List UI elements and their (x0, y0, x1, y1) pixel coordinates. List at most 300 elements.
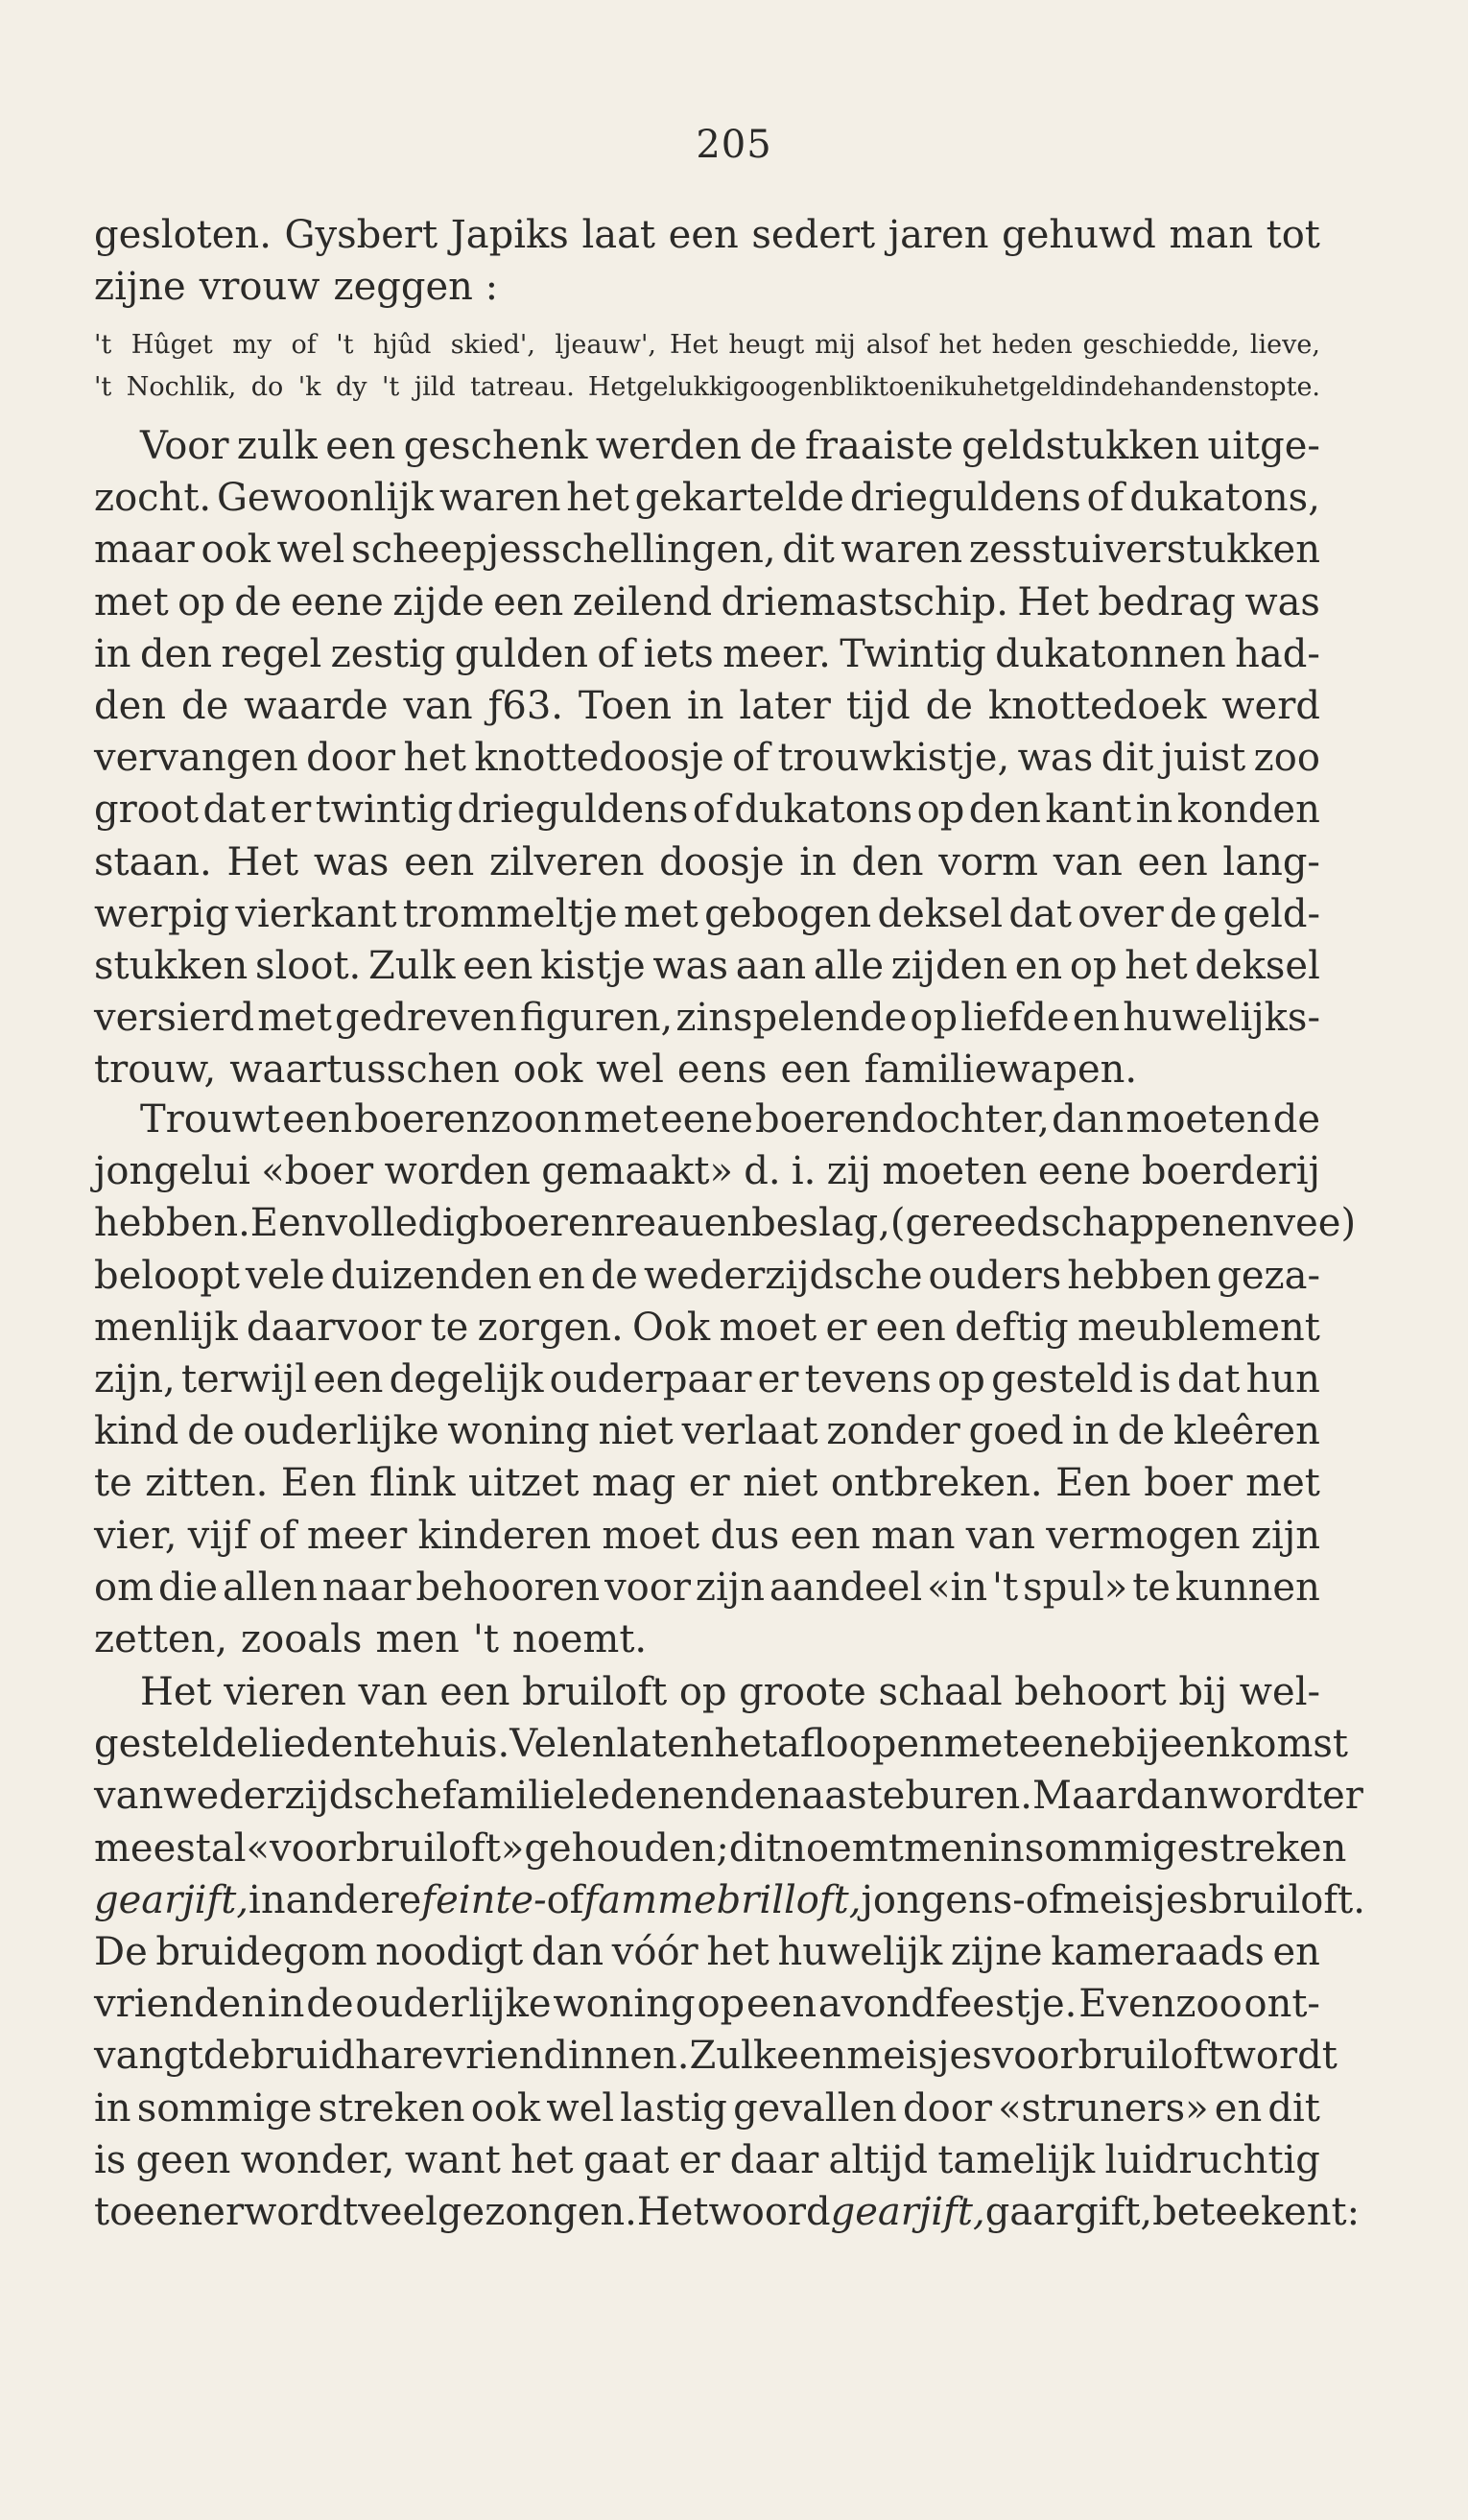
word: zijne (94, 265, 186, 310)
word: vermogen (1046, 1513, 1241, 1558)
word: gesteld (991, 1356, 1134, 1401)
word: dukatons, (1129, 476, 1320, 521)
word: hjûd (372, 330, 432, 360)
word: gearjift, (830, 2189, 985, 2234)
word: luidruchtig (1104, 2137, 1320, 2182)
word: hare (355, 2034, 444, 2079)
word: met (624, 891, 698, 936)
word: 't (472, 1616, 499, 1661)
word: ontbreken. (830, 1461, 1043, 1506)
word: is (94, 2137, 127, 2182)
text-line (94, 992, 1320, 1044)
word: zijn (1250, 1513, 1320, 1558)
word: niet (743, 1461, 818, 1506)
word: avondfeestje. (817, 1982, 1077, 2027)
word: andere (285, 1877, 422, 1922)
word: of (546, 1877, 584, 1922)
word: meer. (722, 631, 831, 676)
word: met (257, 996, 332, 1041)
word: boerenreau (479, 1201, 704, 1246)
word: Hûget (130, 330, 213, 360)
word: 't (381, 372, 400, 402)
text-line (94, 940, 1320, 992)
word: Een (280, 1461, 357, 1506)
word: Het (670, 330, 719, 360)
word: vee) (1273, 1201, 1357, 1246)
dutch-translation-line (670, 324, 1320, 366)
word: hebben (1067, 1253, 1212, 1298)
word: hebben. (94, 1201, 250, 1246)
word: ook (201, 528, 271, 573)
word: was (313, 839, 390, 884)
word: Ook (632, 1305, 711, 1350)
word: naaste (776, 1774, 906, 1819)
word: juist (1161, 736, 1246, 781)
word: van (965, 1513, 1035, 1558)
word: met (583, 1097, 659, 1142)
word: van (1053, 839, 1123, 884)
word: handen (1132, 372, 1231, 402)
word: verlaat (681, 1409, 818, 1454)
word: waartusschen (229, 1048, 500, 1093)
word: sommige (1024, 1825, 1200, 1871)
word: (gereedschappen (889, 1201, 1227, 1246)
word: een (780, 1048, 851, 1093)
word: Een (249, 1201, 326, 1246)
word: het (566, 476, 629, 521)
word: goed (968, 1409, 1064, 1454)
word: was (1017, 736, 1094, 781)
word: bedrag (1098, 579, 1236, 624)
word: de (1117, 1409, 1166, 1454)
word: op (937, 1356, 985, 1401)
word: familieleden (441, 1774, 682, 1819)
word: Toen (578, 683, 673, 728)
word: stopte. (1230, 372, 1320, 402)
word: eene (1018, 1722, 1112, 1767)
word: moet (719, 1305, 817, 1350)
word: maar (94, 528, 195, 573)
word: het (510, 2137, 574, 2182)
word: versierd (94, 996, 255, 1041)
word: jild (414, 372, 456, 402)
word: streken (318, 2085, 465, 2131)
word: degelijk (389, 1356, 544, 1401)
word: Voor (140, 424, 229, 468)
word: later (739, 683, 831, 728)
word: dat (202, 788, 266, 833)
frisian-verse-line (94, 366, 588, 409)
text-line (94, 2134, 1320, 2186)
word: ook (470, 2085, 541, 2131)
word: of (732, 736, 770, 781)
word: in (987, 1825, 1025, 1871)
word: groot (94, 788, 199, 833)
word: zeilend (572, 579, 713, 624)
word: er (202, 2189, 245, 2234)
word: zooals (241, 1616, 363, 1661)
word: mag (591, 1461, 676, 1506)
word: eene (290, 579, 384, 624)
word: vieren (224, 1670, 346, 1714)
verse-quote (94, 324, 1320, 409)
word: Het (140, 1670, 212, 1714)
word: fammebrilloft, (583, 1877, 862, 1922)
word: terwijl (180, 1356, 308, 1401)
word: regel (221, 631, 322, 676)
word: toen (878, 372, 936, 402)
word: bij (1178, 1670, 1228, 1714)
word: had- (1235, 631, 1320, 676)
word: of (1086, 476, 1125, 521)
word: boerderij (1141, 1149, 1320, 1194)
word: i. (791, 1149, 817, 1194)
word: laten (616, 1722, 715, 1767)
word: de (1272, 1097, 1320, 1142)
word: in (1072, 1409, 1109, 1454)
word: en (1214, 2085, 1263, 2131)
paragraph-bruiloft (94, 1666, 1365, 2238)
word: op (697, 1982, 746, 2027)
word: naar (321, 1565, 412, 1610)
word: volledig (325, 1201, 480, 1246)
word: vangt (94, 2034, 203, 2079)
word: twintig (315, 788, 454, 833)
word: alsof (865, 330, 929, 360)
word: bijeenkomst (1111, 1722, 1348, 1767)
word: de (1170, 891, 1218, 936)
word: een (790, 1513, 861, 1558)
word: met (94, 579, 169, 624)
word: «boer (261, 1149, 374, 1194)
word: moeten (882, 1149, 1028, 1194)
word: duizenden (330, 1253, 533, 1298)
word: een (282, 1097, 353, 1142)
word: bruiloft (522, 1670, 668, 1714)
word: doosje (659, 839, 785, 884)
word: aan (735, 943, 807, 988)
text-line (94, 628, 1320, 680)
word: boerendochter, (755, 1097, 1050, 1142)
word: Twintig (840, 631, 986, 676)
word: jongens- (861, 1877, 1026, 1922)
word: wonder, (240, 2137, 395, 2182)
word: mij (815, 330, 856, 360)
word: in (249, 1877, 286, 1922)
word: de (187, 1409, 235, 1454)
word: «in (927, 1565, 988, 1610)
word: te (1132, 1565, 1171, 1610)
word: do (250, 372, 284, 402)
word: u (959, 372, 978, 402)
word: dan (531, 1929, 604, 1974)
word: en (1272, 1929, 1320, 1974)
word: trouwkistje, (777, 736, 1010, 781)
word: gehuwd (1002, 213, 1156, 257)
word: feinte- (421, 1877, 547, 1922)
word: deftig (955, 1305, 1069, 1350)
word: ont- (1243, 1982, 1320, 2027)
word: is (1139, 1356, 1172, 1401)
text-line (94, 1613, 1320, 1665)
text-line (94, 1562, 1320, 1613)
word: gesloten. (94, 213, 272, 257)
word: buren. (905, 1774, 1032, 1819)
word: geen (135, 2137, 231, 2182)
word: noodigt (375, 1929, 524, 1974)
word: drieguldens (849, 476, 1081, 521)
word: De (94, 1929, 148, 1974)
word: er (1322, 1774, 1363, 1819)
word: waarde (244, 683, 389, 728)
word: dit (1267, 2085, 1320, 2131)
word: de (234, 579, 282, 624)
word: zijn (695, 1565, 765, 1610)
text-line (94, 2186, 1361, 2238)
word: groote (739, 1670, 866, 1714)
word: vierkant (235, 891, 397, 936)
word: ljeauw', (555, 330, 656, 360)
word: Zulk (689, 2034, 777, 2079)
word: dukatonnen (995, 631, 1226, 676)
text-line (94, 1874, 1365, 1926)
word: meer (306, 1513, 408, 1558)
word: menlijk (94, 1305, 238, 1350)
word: in (94, 631, 131, 676)
word: er (678, 2137, 721, 2182)
word: ook (512, 1048, 583, 1093)
word: kistje (540, 943, 646, 988)
word: een (439, 1670, 510, 1714)
word: man (1169, 213, 1253, 257)
word: daar (729, 2137, 819, 2182)
text-line (94, 1770, 1363, 1822)
word: den (851, 839, 924, 884)
word: zestig (330, 631, 446, 676)
text-line (94, 1145, 1320, 1197)
word: familiewapen. (864, 1048, 1138, 1093)
text-line (94, 1926, 1320, 1978)
word: ouders (928, 1253, 1062, 1298)
word: van (403, 683, 473, 728)
word: werd (1221, 683, 1320, 728)
word: wel (276, 528, 345, 573)
word: wel- (1239, 1670, 1320, 1714)
text-line (94, 577, 1320, 628)
word: uitge- (1207, 424, 1320, 468)
word: schaal (878, 1670, 1003, 1714)
word: vorm (938, 839, 1038, 884)
word: er (825, 1305, 867, 1350)
word: trouw, (94, 1048, 217, 1093)
word: dan (1052, 1097, 1125, 1142)
word: afloopen (777, 1722, 944, 1767)
word: meisjesvoorbruiloft (846, 2034, 1223, 2079)
text-line (94, 420, 1320, 472)
text-line (94, 1094, 1320, 1145)
word: staan. (94, 839, 212, 884)
word: zoo (1253, 736, 1320, 781)
word: sommige (136, 2085, 313, 2131)
word: vrouw (199, 265, 320, 310)
word: kind (94, 1409, 179, 1454)
word: zinspelende (675, 996, 908, 1041)
word: man (870, 1513, 956, 1558)
word: op (916, 788, 965, 833)
word: deksel (1195, 943, 1320, 988)
word: voor (604, 1565, 691, 1610)
text-line (94, 1457, 1320, 1509)
word: gekartelde (634, 476, 844, 521)
word: te (430, 1305, 469, 1350)
word: 'k (297, 372, 321, 402)
word: my (232, 330, 272, 360)
text-line (94, 1718, 1348, 1770)
word: van (358, 1670, 428, 1714)
word: de (729, 1774, 777, 1819)
word: gaat (582, 2137, 670, 2182)
word: kameraads (1051, 1929, 1265, 1974)
word: oogenblik (749, 372, 879, 402)
word: ik (935, 372, 960, 402)
word: Evenzoo (1078, 1982, 1243, 2027)
text-line (94, 1666, 1320, 1718)
word: behooren (415, 1565, 601, 1610)
word: een (1137, 839, 1208, 884)
word: een (404, 839, 475, 884)
word: de (306, 1982, 354, 2027)
verse-line (94, 366, 1320, 409)
word: iets (643, 631, 714, 676)
word: met (943, 1722, 1019, 1767)
text-line (94, 472, 1320, 524)
word: zeggen : (333, 265, 499, 310)
word: vier, (94, 1513, 178, 1558)
word: lastig (620, 2085, 727, 2131)
word: het (1125, 943, 1188, 988)
word: tamelijk (937, 2137, 1096, 2182)
word: beloopt (94, 1253, 240, 1298)
word: geld- (1222, 891, 1320, 936)
page-number: 205 (696, 123, 772, 167)
word: Het (587, 372, 637, 402)
word: eene (660, 1097, 753, 1142)
word: toe (94, 2189, 155, 2234)
word: heden (991, 330, 1073, 360)
word: geschenk (403, 424, 588, 468)
word: beslag, (751, 1201, 890, 1246)
word: en (537, 1253, 585, 1298)
word: of (692, 788, 730, 833)
word: tevens (804, 1356, 932, 1401)
word: stukken (94, 943, 249, 988)
word: een (462, 943, 533, 988)
word: een (746, 1982, 817, 2027)
word: woning (447, 1409, 590, 1454)
word: Het (636, 2189, 709, 2234)
word: op (910, 996, 959, 1041)
word: er (688, 1461, 730, 1506)
word: om (94, 1565, 154, 1610)
word: woord (708, 2189, 831, 2234)
word: het (714, 1722, 778, 1767)
text-line (94, 888, 1320, 940)
word: door (903, 2085, 992, 2131)
word: knottedoek (987, 683, 1207, 728)
dutch-translation-line (588, 366, 1320, 409)
text-line (94, 680, 1320, 732)
word: driemastschip. (721, 579, 1008, 624)
verse-line (94, 324, 1320, 366)
word: wel (546, 2085, 615, 2131)
word: Japiks (450, 213, 569, 257)
word: eens (676, 1048, 768, 1093)
word: knottedoosje (474, 736, 724, 781)
word: zilveren (488, 839, 645, 884)
word: het (938, 330, 982, 360)
word: en (154, 2189, 203, 2234)
word: gearjift, (94, 1877, 249, 1922)
word: den (139, 631, 212, 676)
text-line (94, 1044, 1320, 1095)
word: liefde (960, 996, 1070, 1041)
frisian-verse-line (94, 324, 670, 366)
word: vriendinnen. (443, 2034, 690, 2079)
text-line (94, 1302, 1320, 1354)
word: zitten. (145, 1461, 269, 1506)
word: de (749, 424, 797, 468)
word: 't (992, 1565, 1019, 1610)
word: wordt (1208, 1774, 1323, 1819)
word: was (652, 943, 729, 988)
word: zijne (950, 1929, 1043, 1974)
word: geld (1019, 372, 1077, 402)
word: aandeel (769, 1565, 923, 1610)
word: 't (94, 330, 112, 360)
word: laat (581, 213, 655, 257)
word: vrienden (94, 1982, 266, 2027)
word: Gysbert (284, 213, 438, 257)
word: die (157, 1565, 219, 1610)
word: fraaiste (805, 424, 954, 468)
text-line (94, 1405, 1320, 1457)
word: flink (369, 1461, 456, 1506)
word: meublement (1077, 1305, 1320, 1350)
word: gemaakt» (541, 1149, 733, 1194)
word: werpig (94, 891, 230, 936)
word: kleêren (1172, 1409, 1320, 1454)
word: tot (1266, 213, 1320, 257)
word: dit (728, 1825, 782, 1871)
word: niet (598, 1409, 674, 1454)
word: het (706, 1929, 770, 1974)
word: noemt. (511, 1616, 648, 1661)
word: jongelui (94, 1149, 250, 1194)
word: lieve, (1249, 330, 1320, 360)
word: ƒ63. (487, 683, 563, 728)
word: sloot. (254, 943, 362, 988)
word: lieden (258, 1722, 378, 1767)
word: scheepjesschellingen, (351, 528, 776, 573)
paragraph-intro (94, 209, 1320, 313)
word: in (94, 2085, 131, 2131)
word: wederzijdsche (163, 1774, 442, 1819)
word: de (1101, 372, 1133, 402)
word: in (799, 839, 837, 884)
word: op (678, 1670, 727, 1714)
word: en (703, 1201, 752, 1246)
word: de (925, 683, 973, 728)
